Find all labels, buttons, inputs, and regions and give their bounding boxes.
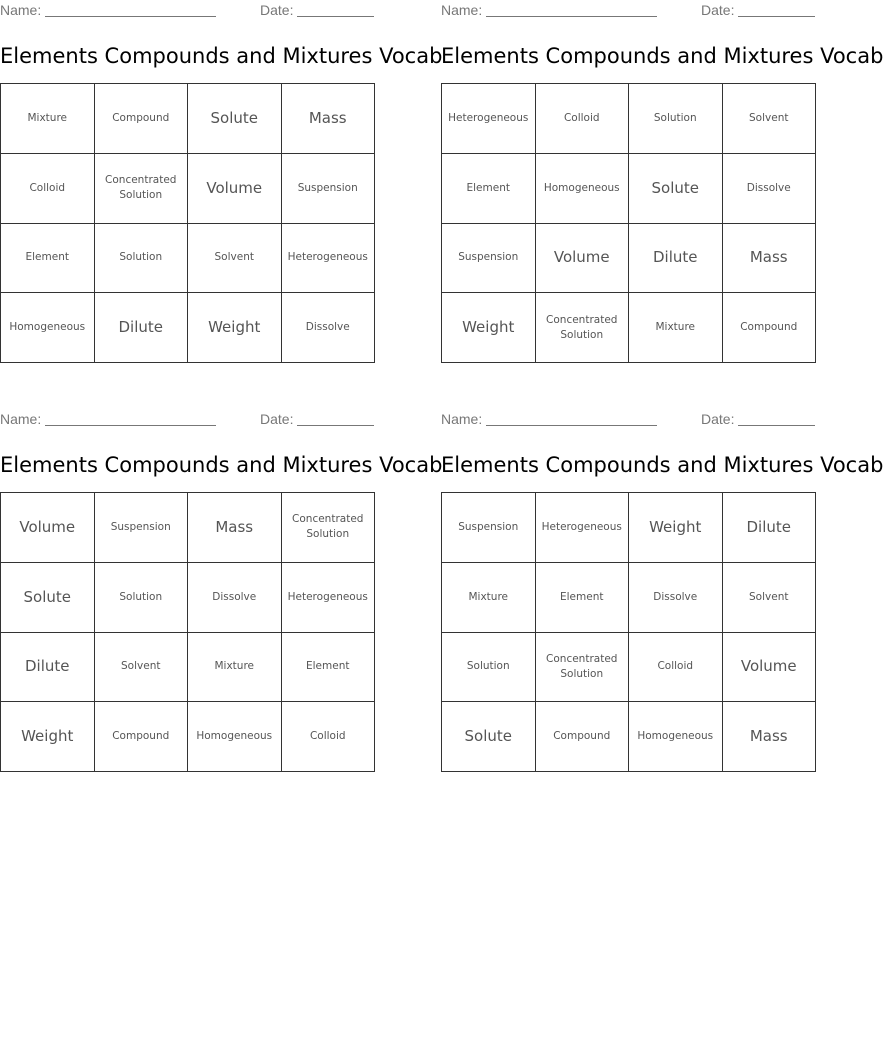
bingo-cell[interactable]: Heterogeneous	[536, 493, 630, 563]
card-title: Elements Compounds and Mixtures Vocab	[441, 453, 883, 477]
bingo-cell[interactable]: Weight	[188, 293, 282, 363]
bingo-cell[interactable]: Solvent	[723, 84, 817, 154]
bingo-cell[interactable]: Colloid	[629, 633, 723, 703]
date-field[interactable]	[260, 2, 374, 18]
bingo-cell[interactable]: Concentrated Solution	[536, 293, 630, 363]
bingo-grid	[0, 492, 375, 772]
bingo-cell[interactable]: Mass	[723, 702, 817, 772]
bingo-cell[interactable]: Mixture	[629, 293, 723, 363]
bingo-cell[interactable]: Suspension	[95, 493, 189, 563]
name-field[interactable]	[0, 411, 216, 427]
bingo-cell[interactable]: Homogeneous	[629, 702, 723, 772]
bingo-cell[interactable]: Volume	[536, 224, 630, 294]
bingo-cell[interactable]: Dilute	[723, 493, 817, 563]
bingo-grid	[441, 83, 816, 363]
bingo-cell[interactable]: Dilute	[629, 224, 723, 294]
bingo-cell[interactable]: Colloid	[1, 154, 95, 224]
name-label: Name:	[0, 2, 42, 18]
date-field[interactable]	[701, 411, 815, 427]
bingo-cell[interactable]: Suspension	[442, 224, 536, 294]
date-label: Date:	[260, 411, 294, 427]
name-line	[486, 3, 657, 17]
name-date-row	[0, 0, 375, 22]
bingo-card	[441, 409, 883, 746]
name-field[interactable]	[441, 2, 657, 18]
date-label: Date:	[260, 2, 294, 18]
bingo-cell[interactable]: Solvent	[723, 563, 817, 633]
bingo-cell[interactable]: Solute	[188, 84, 282, 154]
date-field[interactable]	[701, 2, 815, 18]
bingo-grid	[0, 83, 375, 363]
bingo-cell[interactable]: Weight	[629, 493, 723, 563]
date-line	[738, 3, 815, 17]
date-label: Date:	[701, 411, 735, 427]
bingo-cell[interactable]: Element	[536, 563, 630, 633]
bingo-cell[interactable]: Solute	[629, 154, 723, 224]
bingo-cell[interactable]: Dilute	[95, 293, 189, 363]
date-field[interactable]	[260, 411, 374, 427]
bingo-cell[interactable]: Solution	[95, 224, 189, 294]
bingo-cell[interactable]: Compound	[536, 702, 630, 772]
name-label: Name:	[0, 411, 42, 427]
bingo-cell[interactable]: Solution	[95, 563, 189, 633]
bingo-cell[interactable]: Homogeneous	[536, 154, 630, 224]
bingo-card	[0, 409, 443, 746]
name-date-row	[441, 409, 816, 431]
bingo-grid	[441, 492, 816, 772]
bingo-cell[interactable]: Volume	[723, 633, 817, 703]
bingo-cell[interactable]: Concentrated Solution	[95, 154, 189, 224]
bingo-cell[interactable]: Element	[1, 224, 95, 294]
bingo-cell[interactable]: Solute	[442, 702, 536, 772]
bingo-cell[interactable]: Mixture	[442, 563, 536, 633]
bingo-cell[interactable]: Element	[442, 154, 536, 224]
date-line	[738, 412, 815, 426]
bingo-cell[interactable]: Homogeneous	[1, 293, 95, 363]
bingo-cell[interactable]: Suspension	[442, 493, 536, 563]
bingo-card	[441, 0, 883, 341]
bingo-cell[interactable]: Heterogeneous	[442, 84, 536, 154]
date-label: Date:	[701, 2, 735, 18]
bingo-cell[interactable]: Weight	[1, 702, 95, 772]
card-title: Elements Compounds and Mixtures Vocab	[0, 44, 443, 68]
bingo-cell[interactable]: Colloid	[536, 84, 630, 154]
name-line	[45, 412, 216, 426]
bingo-cell[interactable]: Heterogeneous	[282, 563, 376, 633]
bingo-cell[interactable]: Solution	[442, 633, 536, 703]
name-field[interactable]	[441, 411, 657, 427]
card-title: Elements Compounds and Mixtures Vocab	[441, 44, 883, 68]
bingo-cell[interactable]: Volume	[188, 154, 282, 224]
name-field[interactable]	[0, 2, 216, 18]
bingo-cell[interactable]: Solvent	[95, 633, 189, 703]
bingo-cell[interactable]: Solute	[1, 563, 95, 633]
bingo-cell[interactable]: Suspension	[282, 154, 376, 224]
bingo-cell[interactable]: Compound	[95, 84, 189, 154]
date-line	[297, 412, 374, 426]
bingo-cell[interactable]: Mass	[723, 224, 817, 294]
bingo-cell[interactable]: Heterogeneous	[282, 224, 376, 294]
date-line	[297, 3, 374, 17]
card-title: Elements Compounds and Mixtures Vocab	[0, 453, 443, 477]
bingo-cell[interactable]: Mass	[188, 493, 282, 563]
bingo-cell[interactable]: Compound	[723, 293, 817, 363]
bingo-cell[interactable]: Concentrated Solution	[536, 633, 630, 703]
bingo-cell[interactable]: Colloid	[282, 702, 376, 772]
name-label: Name:	[441, 411, 483, 427]
bingo-cell[interactable]: Concentrated Solution	[282, 493, 376, 563]
bingo-cell[interactable]: Solvent	[188, 224, 282, 294]
bingo-cell[interactable]: Mass	[282, 84, 376, 154]
bingo-cell[interactable]: Volume	[1, 493, 95, 563]
name-label: Name:	[441, 2, 483, 18]
name-line	[486, 412, 657, 426]
bingo-cell[interactable]: Dissolve	[723, 154, 817, 224]
bingo-cell[interactable]: Dilute	[1, 633, 95, 703]
bingo-cell[interactable]: Compound	[95, 702, 189, 772]
bingo-cell[interactable]: Homogeneous	[188, 702, 282, 772]
bingo-card	[0, 0, 443, 337]
name-date-row	[0, 409, 375, 431]
name-date-row	[441, 0, 816, 22]
bingo-cell[interactable]: Mixture	[188, 633, 282, 703]
bingo-cell[interactable]: Solution	[629, 84, 723, 154]
bingo-cell[interactable]: Dissolve	[188, 563, 282, 633]
name-line	[45, 3, 216, 17]
bingo-cell[interactable]: Dissolve	[629, 563, 723, 633]
bingo-cell[interactable]: Element	[282, 633, 376, 703]
bingo-cell[interactable]: Mixture	[1, 84, 95, 154]
bingo-cell[interactable]: Weight	[442, 293, 536, 363]
bingo-cell[interactable]: Dissolve	[282, 293, 376, 363]
